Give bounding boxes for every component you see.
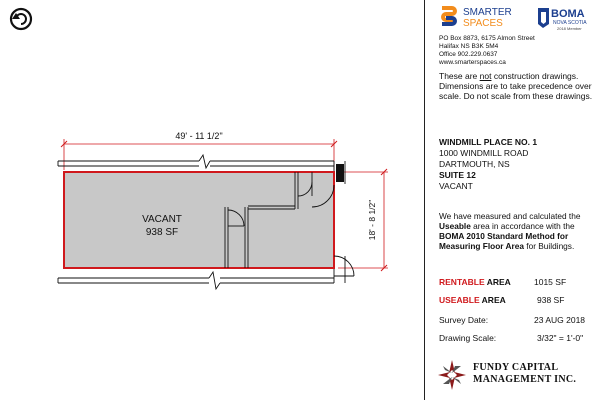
property-block: [439, 137, 537, 192]
property-city: DARTMOUTH, NS: [439, 159, 510, 169]
fundy-name-line2: MANAGEMENT INC.: [473, 374, 577, 385]
suite-status: VACANT: [439, 181, 473, 191]
drawing-scale-row: [439, 333, 597, 345]
survey-date-row: [439, 315, 597, 327]
boma-member: 2018 Member: [557, 26, 582, 31]
statement-emphasis: Useable: [439, 221, 471, 231]
boma-name: BOMA: [551, 8, 585, 20]
useable-area-row: [439, 295, 597, 307]
width-dimension-label: 49' - 11 1/2": [175, 131, 223, 141]
property-address: 1000 WINDMILL ROAD: [439, 148, 529, 158]
fundy-logo: [437, 358, 599, 394]
height-dimension-label: 18' - 8 1/2": [367, 199, 377, 241]
useable-area-value: 938 SF: [537, 295, 565, 305]
rentable-area-label: [439, 277, 511, 287]
spaces-text: SPACES: [463, 18, 503, 29]
contact-line: Halifax NS B3K 5M4: [439, 43, 499, 50]
smarter-text: SMARTER: [463, 7, 512, 18]
area-suffix: AREA: [479, 295, 506, 305]
survey-date-label: Survey Date:: [439, 315, 489, 325]
statement-text: area in accordance with the: [470, 221, 575, 231]
fundy-name-line1: FUNDY CAPITAL: [473, 362, 559, 373]
info-panel: [424, 0, 600, 400]
disclaimer-text: These are: [439, 71, 480, 81]
useable-word: USEABLE: [439, 295, 480, 305]
width-dimension: [61, 131, 337, 170]
boma-sub: NOVA SCOTIA: [553, 20, 587, 26]
height-dimension: [338, 169, 388, 271]
drawing-scale-value: 3/32" = 1'-0": [537, 333, 584, 343]
rentable-area-row: [439, 277, 597, 289]
disclaimer-text: construction drawings.: [491, 71, 579, 81]
survey-date-value: 23 AUG 2018: [534, 315, 586, 325]
drawing-scale-label: Drawing Scale:: [439, 333, 497, 343]
disclaimer: [439, 71, 599, 101]
area-suffix: AREA: [484, 277, 511, 287]
room-area: 938 SF: [145, 227, 179, 238]
property-name: WINDMILL PLACE NO. 1: [439, 137, 538, 147]
contact-line: Office 902.229.0637: [439, 51, 498, 58]
statement-text: for Buildings.: [523, 241, 575, 251]
disclaimer-text: Dimensions are to take precedence over scale. Do not scale from these drawings.: [439, 81, 593, 101]
room-label: VACANT: [142, 214, 182, 225]
suite-number: SUITE 12: [439, 170, 476, 180]
compass-rose-icon: [437, 358, 467, 392]
rentable-word: RENTABLE: [439, 277, 485, 287]
smarter-spaces-logo: [439, 4, 535, 30]
statement-text: We have measured and calculated the: [439, 211, 581, 221]
contact-website[interactable]: www.smarterspaces.ca: [439, 59, 506, 66]
disclaimer-emphasis: not: [479, 71, 492, 81]
structural-column: [336, 164, 344, 182]
contact-line: PO Box 8873, 6175 Almon Street: [439, 35, 535, 42]
rentable-area-value: 1015 SF: [534, 277, 567, 287]
contact-block: [439, 35, 535, 67]
rotate-icon[interactable]: [11, 9, 31, 29]
statement-emphasis: BOMA 2010 Standard Method for Measuring Floor Area: [439, 231, 569, 251]
measurement-statement: [439, 211, 599, 251]
useable-area-label: [439, 295, 506, 305]
boma-logo: [537, 4, 599, 34]
vacant-suite[interactable]: [64, 172, 334, 268]
